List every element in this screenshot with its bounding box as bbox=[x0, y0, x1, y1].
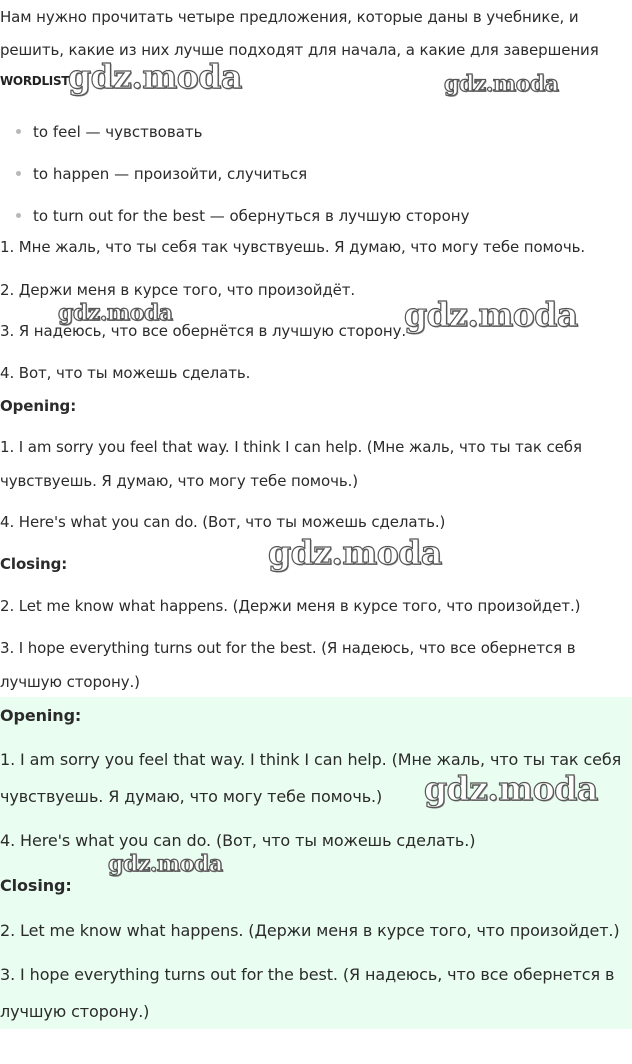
closing-3-line-1: 3. I hope everything turns out for the best. (Я надеюсь, что все обернется в bbox=[0, 639, 576, 657]
watermark: gdz.moda bbox=[424, 769, 598, 808]
watermark: gdz.moda bbox=[444, 71, 559, 97]
wordlist-item-text: to turn out for the best — обернуться в лучшую сторону bbox=[33, 207, 470, 225]
intro-line-2: решить, какие из них лучше подходят для начала, а какие для завершения bbox=[0, 41, 599, 59]
answer-opening-1-line-1: 1. I am sorry you feel that way. I think I can help. (Мне жаль, что ты так себя bbox=[0, 750, 622, 769]
answer-opening-label: Opening: bbox=[0, 706, 82, 725]
answer-closing-3-line-1: 3. I hope everything turns out for the best. (Я надеюсь, что все обернется в bbox=[0, 965, 615, 984]
answer-box bbox=[0, 697, 632, 1029]
answer-opening-4: 4. Here's what you can do. (Вот, что ты можешь сделать.) bbox=[0, 831, 476, 850]
opening-label: Opening: bbox=[0, 397, 77, 415]
watermark: gdz.moda bbox=[108, 851, 223, 877]
opening-1-line-2: чувствуешь. Я думаю, что могу тебе помочь.) bbox=[0, 472, 359, 490]
sentence-2: 2. Держи меня в курсе того, что произойдёт. bbox=[0, 281, 356, 299]
intro-line-1: Нам нужно прочитать четыре предложения, которые даны в учебнике, и bbox=[0, 8, 579, 26]
bullet-icon bbox=[16, 213, 21, 218]
wordlist-item bbox=[16, 122, 202, 142]
opening-4: 4. Here's what you can do. (Вот, что ты можешь сделать.) bbox=[0, 513, 446, 531]
opening-1-line-1: 1. I am sorry you feel that way. I think I can help. (Мне жаль, что ты так себя bbox=[0, 438, 582, 456]
wordlist-item bbox=[16, 206, 469, 226]
answer-closing-label: Closing: bbox=[0, 876, 72, 895]
answer-closing-2: 2. Let me know what happens. (Держи меня в курсе того, что произойдет.) bbox=[0, 921, 620, 940]
answer-closing-3-line-2: лучшую сторону.) bbox=[0, 1002, 150, 1021]
closing-2: 2. Let me know what happens. (Держи меня в курсе того, что произойдет.) bbox=[0, 597, 581, 615]
wordlist-item-text: to happen — произойти, случиться bbox=[33, 165, 308, 183]
sentence-3: 3. Я надеюсь, что все обернётся в лучшую сторону. bbox=[0, 322, 407, 340]
watermark: gdz.moda bbox=[268, 533, 442, 572]
wordlist-heading: WORDLIST bbox=[0, 74, 70, 88]
sentence-4: 4. Вот, что ты можешь сделать. bbox=[0, 364, 251, 382]
wordlist-item bbox=[16, 164, 307, 184]
wordlist-item-text: to feel — чувствовать bbox=[33, 123, 203, 141]
bullet-icon bbox=[16, 171, 21, 176]
watermark: gdz.moda bbox=[58, 300, 173, 326]
sentence-1: 1. Мне жаль, что ты себя так чувствуешь. Я думаю, что могу тебе помочь. bbox=[0, 238, 586, 256]
closing-3-line-2: лучшую сторону.) bbox=[0, 673, 140, 691]
answer-opening-1-line-2: чувствуешь. Я думаю, что могу тебе помочь.) bbox=[0, 787, 383, 806]
watermark: gdz.moda bbox=[404, 295, 578, 334]
watermark: gdz.moda bbox=[68, 57, 242, 96]
bullet-icon bbox=[16, 129, 21, 134]
closing-label: Closing: bbox=[0, 555, 68, 573]
